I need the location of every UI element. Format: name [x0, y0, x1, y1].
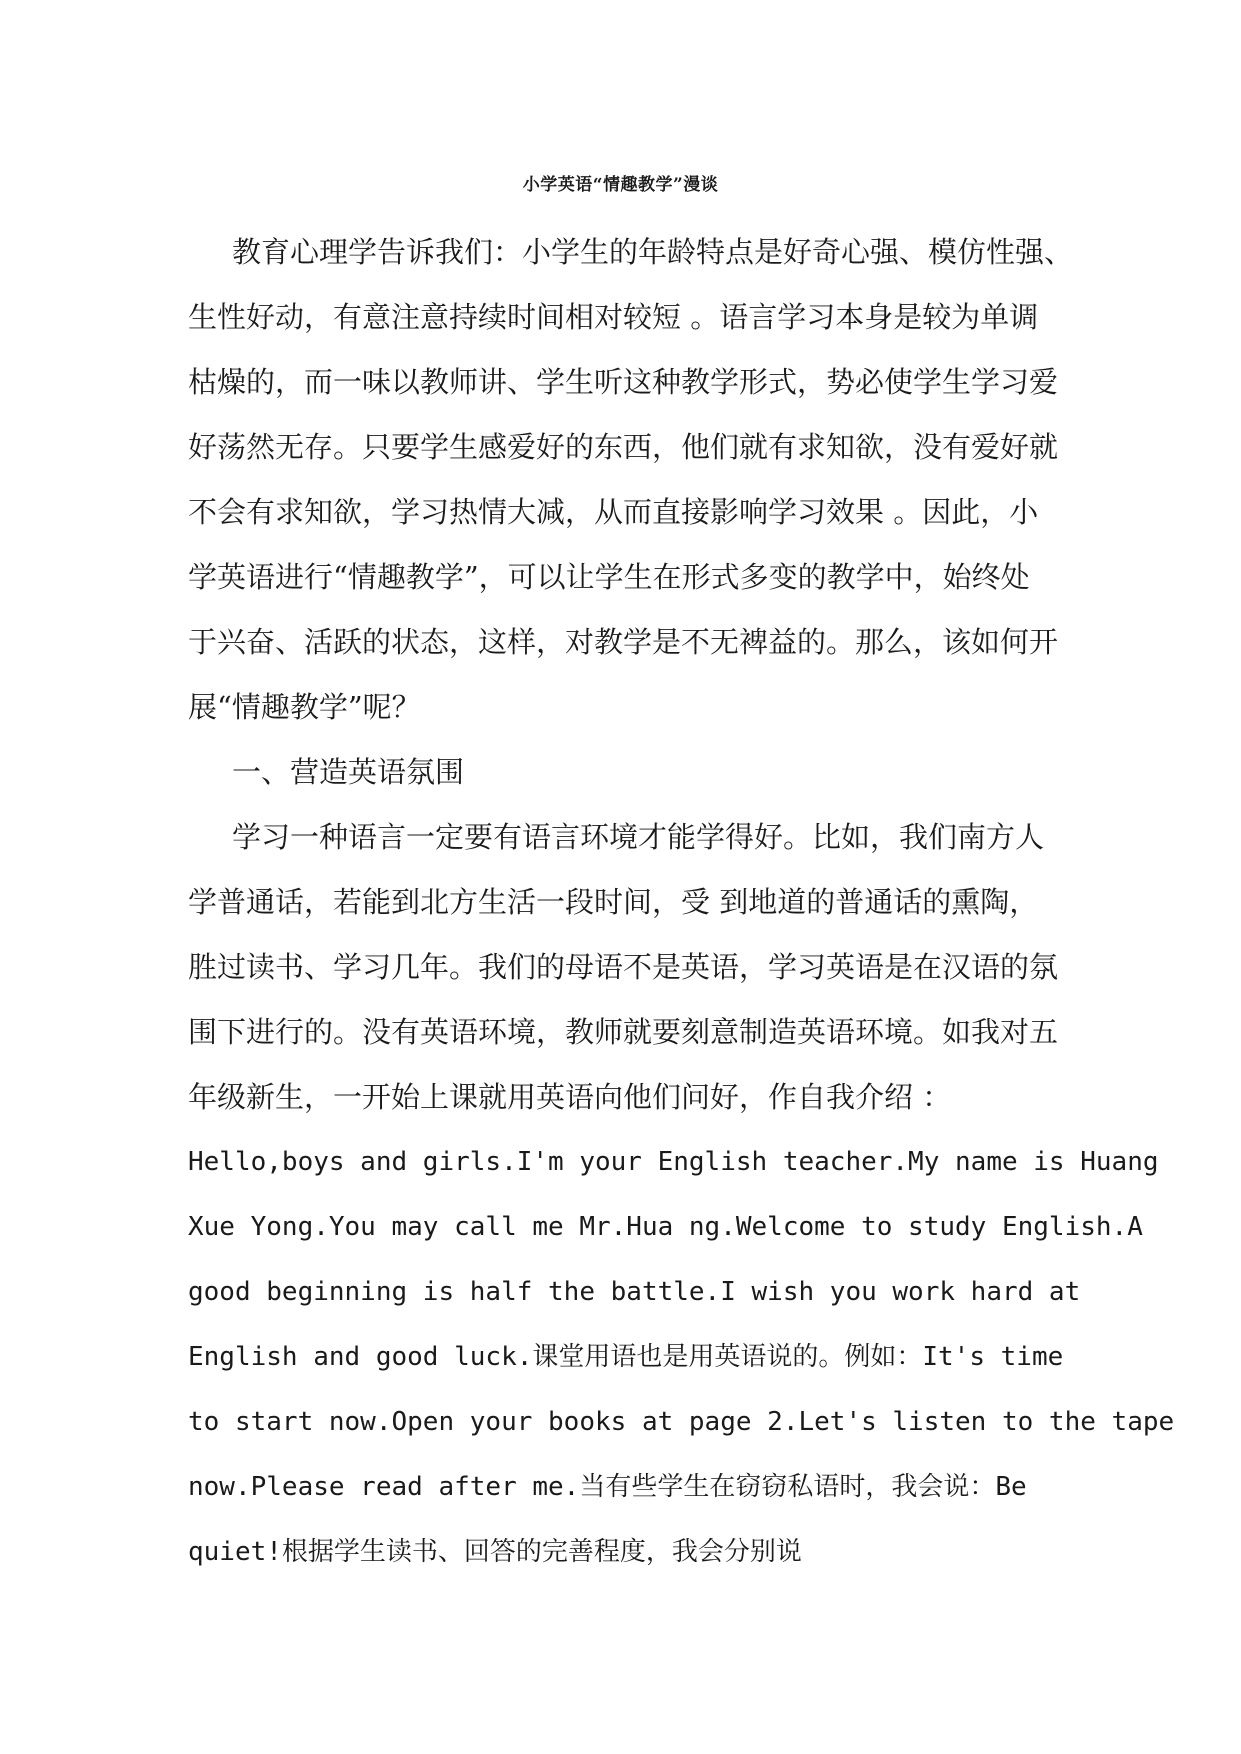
text-line: 于兴奋、活跃的状态，这样，对教学是不无裨益的。那么，该如何开: [188, 625, 1059, 659]
text-line: 学习一种语言一定要有语言环境才能学得好。比如，我们南方人: [232, 820, 1045, 854]
text-line: 枯燥的，而一味以教师讲、学生听这种教学形式，势必使学生学习爱: [188, 365, 1059, 399]
text-line: 年级新生，一开始上课就用英语向他们问好，作自我介绍 ：: [188, 1080, 952, 1114]
text-line: Xue Yong.You may call me Mr.Hua ng.Welcome to study English.A: [188, 1212, 1143, 1242]
text-line: 围下进行的。没有英语环境，教师就要刻意制造英语环境。如我对五: [188, 1015, 1059, 1049]
text-line: good beginning is half the battle.I wish you work hard at: [188, 1277, 1081, 1307]
text-line: now.Please read after me.当有些学生在窃窃私语时，我会说：Be: [188, 1472, 1027, 1502]
text-line: 生性好动，有意注意持续时间相对较短 。语言学习本身是较为单调: [188, 300, 1039, 334]
text-line: 教育心理学告诉我们：小学生的年龄特点是好奇心强、模仿性强、: [232, 235, 1074, 269]
text-line: Hello,boys and girls.I'm your English teacher.My name is Huang: [188, 1147, 1159, 1177]
text-line: quiet!根据学生读书、回答的完善程度，我会分别说: [188, 1537, 802, 1567]
text-line: 学英语进行“情趣教学”，可以让学生在形式多变的教学中，始终处: [188, 560, 1030, 594]
text-line: English and good luck.课堂用语也是用英语说的。例如：It's time: [188, 1342, 1064, 1372]
text-line: 展“情趣教学”呢？: [188, 690, 421, 724]
document-body: [188, 220, 1175, 1585]
text-line: 不会有求知欲，学习热情大减，从而直接影响学习效果 。因此，小: [188, 495, 1039, 529]
text-line: 学普通话，若能到北方生活一段时间，受 到地道的普通话的熏陶，: [188, 885, 1039, 919]
text-line: to start now.Open your books at page 2.Let's listen to the tape: [188, 1407, 1175, 1437]
section-heading: 一、营造英语氛围: [232, 755, 465, 789]
text-line: 胜过读书、学习几年。我们的母语不是英语，学习英语是在汉语的氛: [188, 950, 1059, 984]
document-title: 小学英语“情趣教学”漫谈: [522, 175, 719, 195]
text-line: 好荡然无存。只要学生感爱好的东西，他们就有求知欲，没有爱好就: [188, 430, 1059, 464]
